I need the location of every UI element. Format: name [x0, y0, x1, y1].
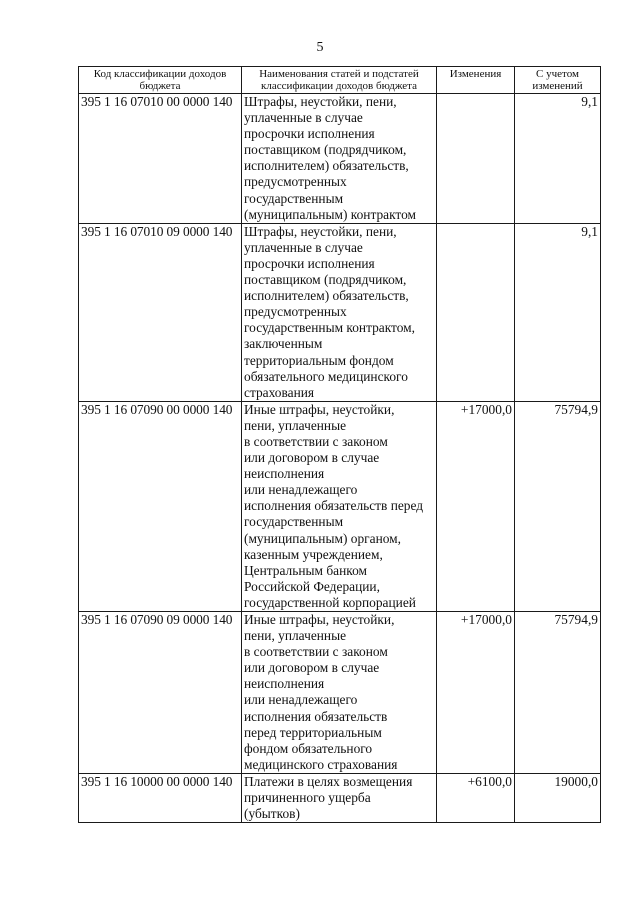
row-change: [437, 94, 515, 224]
page-number: 5: [316, 40, 324, 55]
table-row: [79, 401, 601, 611]
header-change: Изменения: [437, 67, 515, 94]
header-total: С учетом изменений: [515, 67, 601, 94]
row-code: 395 1 16 07010 09 0000 140: [79, 223, 242, 401]
row-total: 19000,0: [515, 773, 601, 822]
row-name: Штрафы, неустойки, пени, уплаченные в случае просрочки исполнения поставщиком (подрядчиком, исполнителем) обязательств, предусмотренных государственным (муниципальным) контрактом: [242, 94, 437, 224]
row-change: +17000,0: [437, 612, 515, 774]
row-total: 9,1: [515, 223, 601, 401]
table-header-row: [79, 67, 601, 94]
row-code: 395 1 16 10000 00 0000 140: [79, 773, 242, 822]
row-total: 75794,9: [515, 401, 601, 611]
row-code: 395 1 16 07010 00 0000 140: [79, 94, 242, 224]
row-code: 395 1 16 07090 09 0000 140: [79, 612, 242, 774]
header-code: Код классификации доходов бюджета: [79, 67, 242, 94]
row-total: 75794,9: [515, 612, 601, 774]
row-change: +17000,0: [437, 401, 515, 611]
row-change: [437, 223, 515, 401]
row-name: Иные штрафы, неустойки, пени, уплаченные в соответствии с законом или договором в случае неисполнения или ненадлежащего исполнения обязательств перед территориальным фондом обязательного медицинского страхования: [242, 612, 437, 774]
table-row: [79, 223, 601, 401]
row-change: +6100,0: [437, 773, 515, 822]
row-name: Иные штрафы, неустойки, пени, уплаченные в соответствии с законом или договором в случае неисполнения или ненадлежащего исполнения обязательств перед государственным (муниципальным) органом, казенным учреждением, Центральным банком Российской Федерации, государственной корпорацией: [242, 401, 437, 611]
header-name: Наименования статей и подстатей классификации доходов бюджета: [242, 67, 437, 94]
table-row: [79, 94, 601, 224]
row-name: Платежи в целях возмещения причиненного ущерба (убытков): [242, 773, 437, 822]
table-row: [79, 612, 601, 774]
table-row: [79, 773, 601, 822]
row-code: 395 1 16 07090 00 0000 140: [79, 401, 242, 611]
row-name: Штрафы, неустойки, пени, уплаченные в случае просрочки исполнения поставщиком (подрядчиком, исполнителем) обязательств, предусмотренных государственным контрактом, заключенным территориальным фондом обязательного медицинского страхования: [242, 223, 437, 401]
row-total: 9,1: [515, 94, 601, 224]
revenue-classification-table: [78, 66, 601, 823]
